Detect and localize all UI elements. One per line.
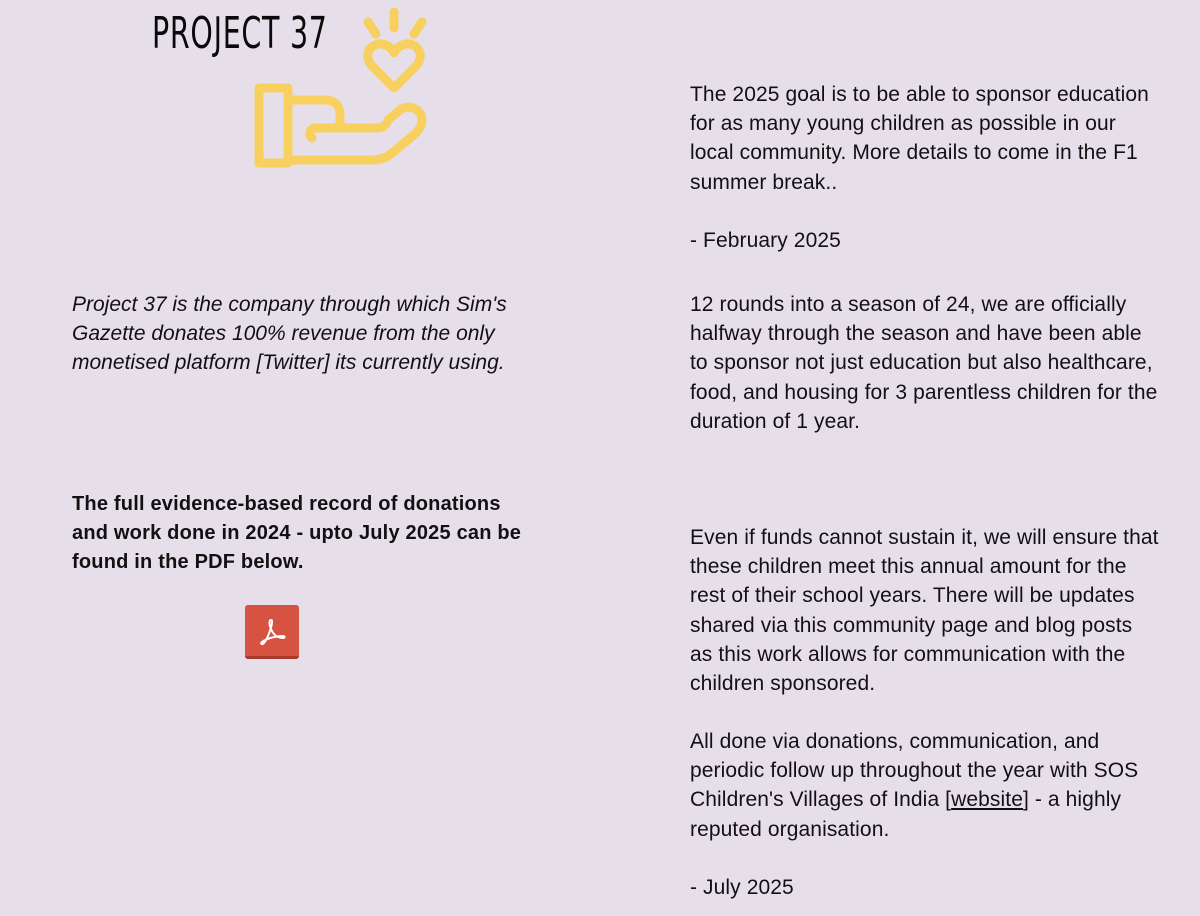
july-date: - July 2025 xyxy=(690,876,794,899)
february-date: - February 2025 xyxy=(690,229,841,252)
sos-text-suffix: ] - a highly reputed organisation. xyxy=(690,788,1122,841)
website-link[interactable]: website xyxy=(951,788,1024,812)
sos-paragraph xyxy=(690,727,1160,844)
adobe-pdf-icon xyxy=(257,616,287,646)
rounds-paragraph: 12 rounds into a season of 24, we are officially halfway through the season and have been able to sponsor not just education but also healthcare, food, and housing for 3 parentless children for the duration of 1 year. xyxy=(690,293,1158,433)
sos-text-prefix: All done via donations, communication, and periodic follow up throughout the year with SOS Children's Villages of India [ xyxy=(690,730,1139,812)
pdf-download-button[interactable] xyxy=(245,605,299,659)
hand-holding-heart-icon xyxy=(250,8,440,170)
brand-title: PROJECT 37 xyxy=(152,8,328,59)
about-text: Project 37 is the company through which Sim's Gazette donates 100% revenue from the only monetised platform [Twitter] its currently using. xyxy=(72,293,507,374)
record-text: The full evidence-based record of donations and work done in 2024 - upto July 2025 can be found in the PDF below. xyxy=(72,493,522,573)
sustain-paragraph: Even if funds cannot sustain it, we will ensure that these children meet this annual amount for the rest of their school years. There will be updates shared via this community page and blog posts as this work allows for communication with the children sponsored. xyxy=(690,526,1159,696)
goal-paragraph: The 2025 goal is to be able to sponsor education for as many young children as possible in our local community. More details to come in the F1 summer break.. xyxy=(690,83,1149,194)
